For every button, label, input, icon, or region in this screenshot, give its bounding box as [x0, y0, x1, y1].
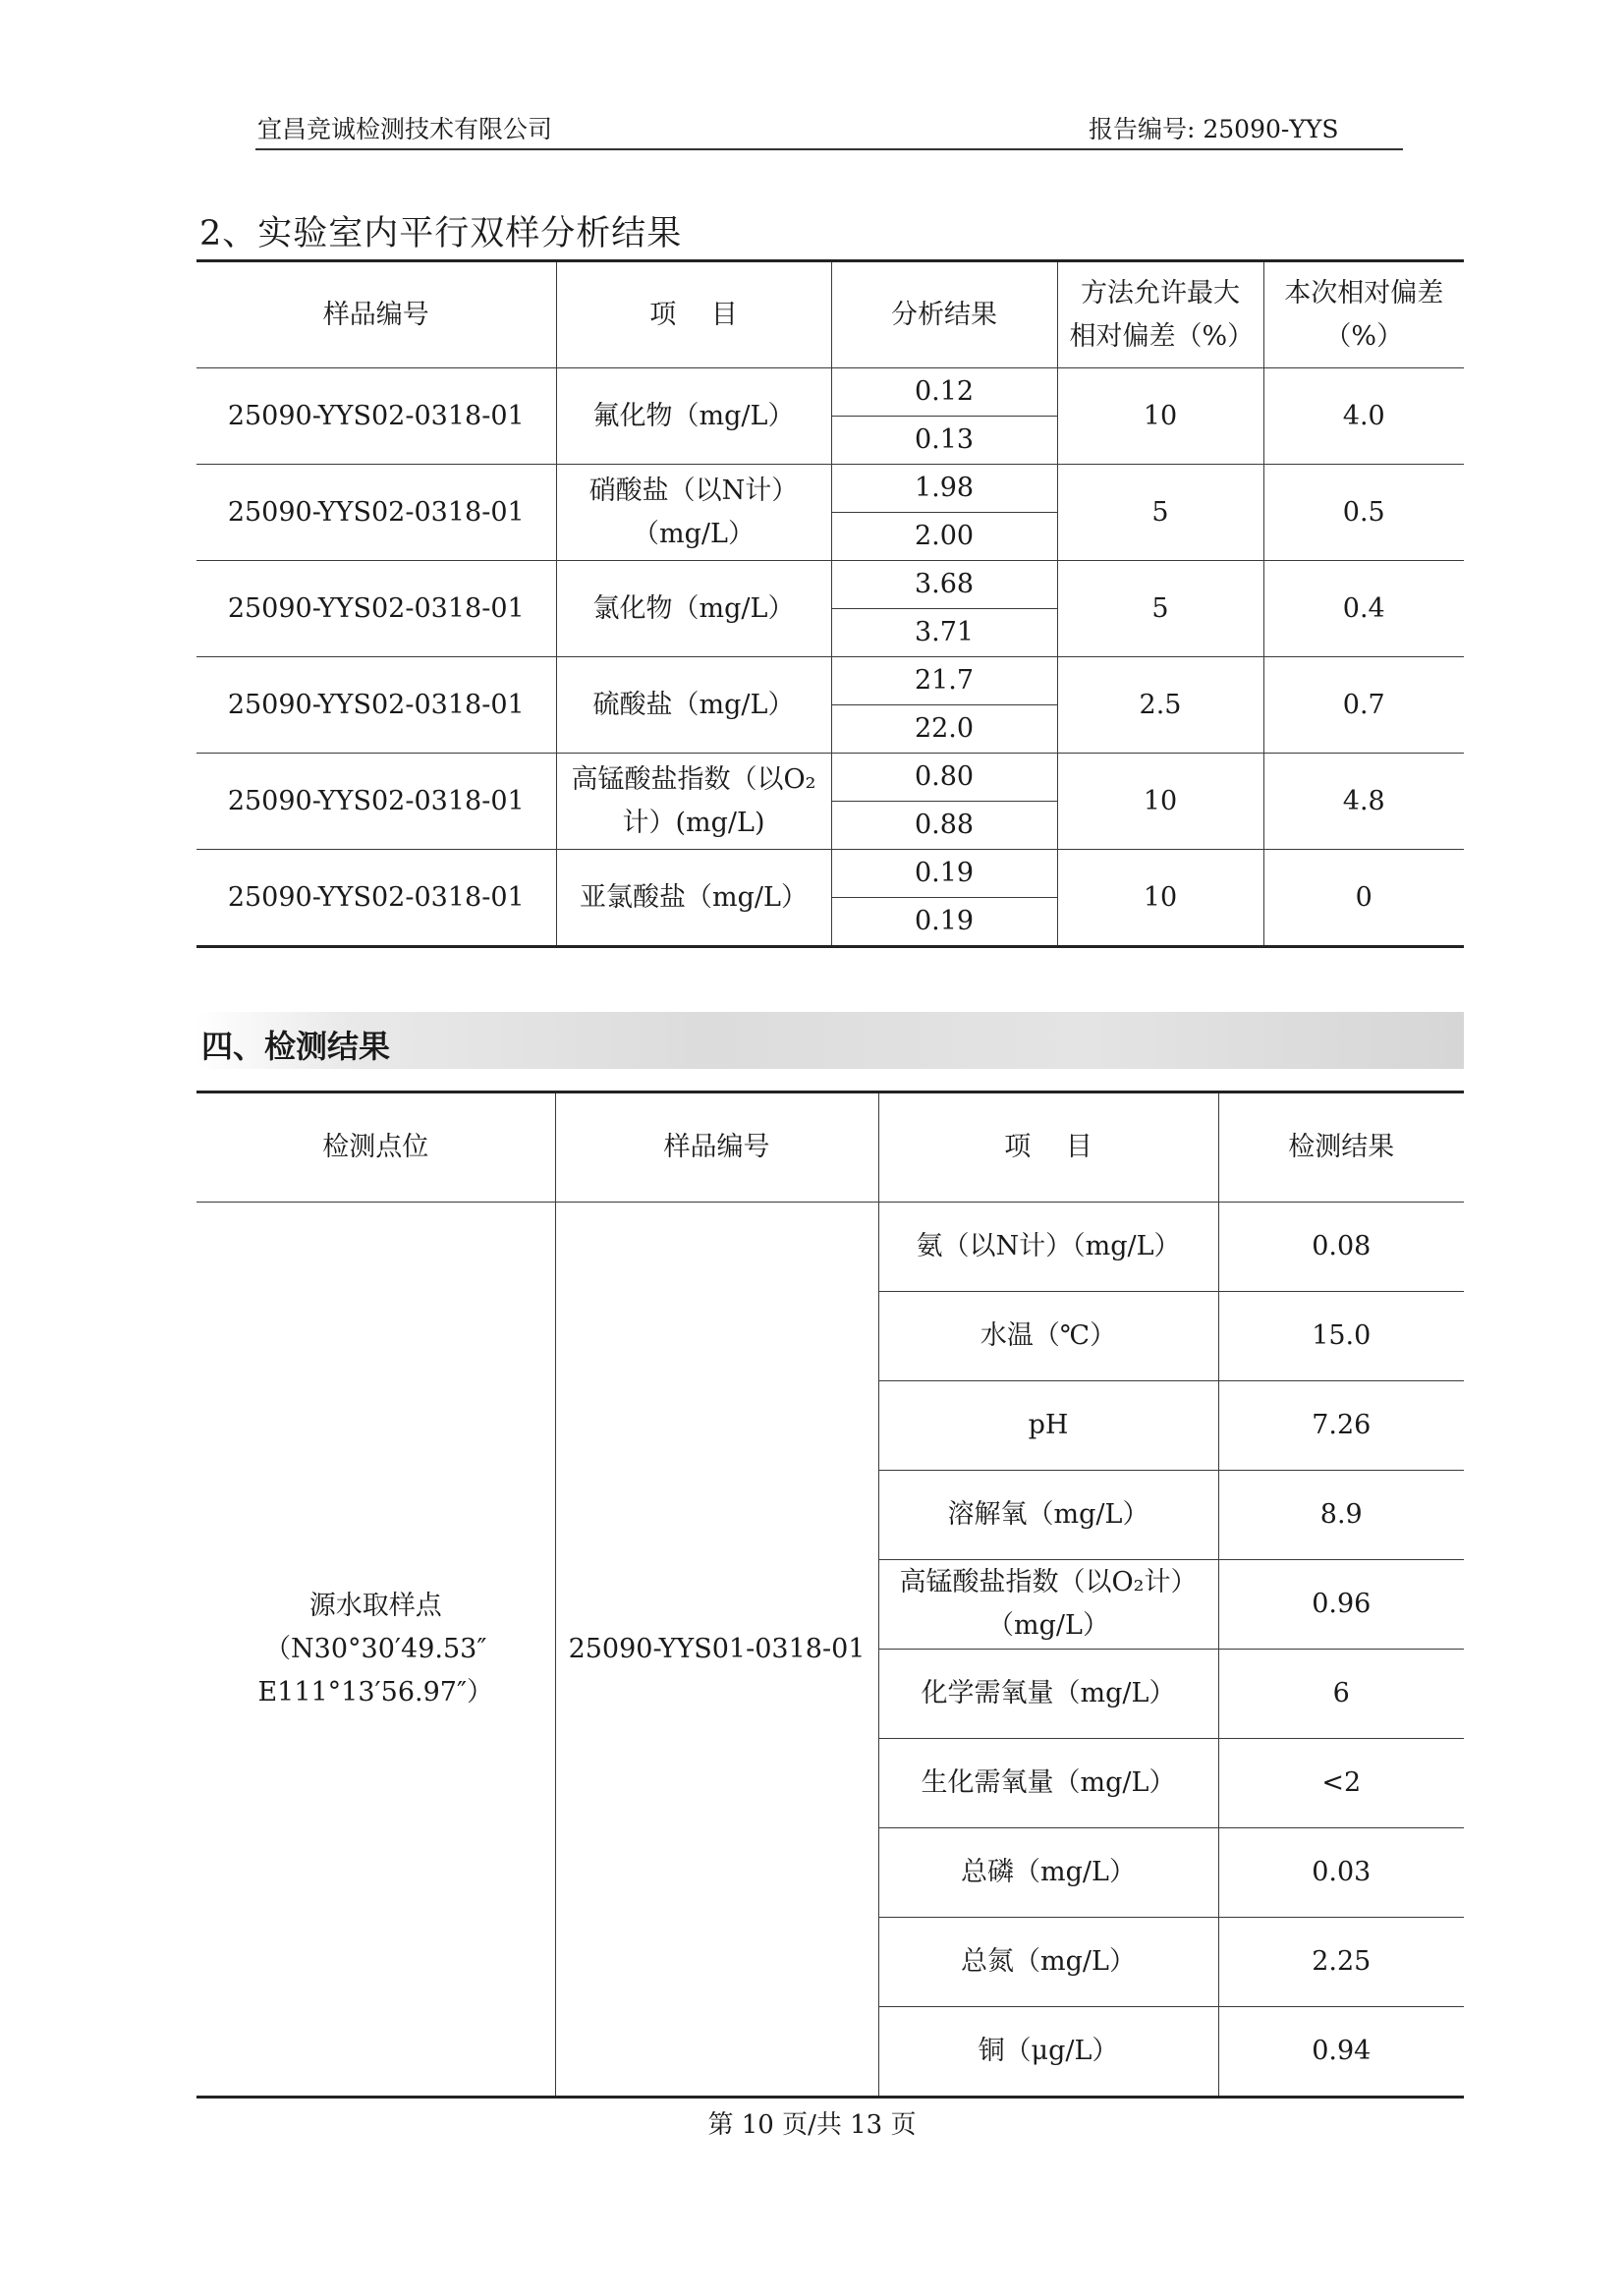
results-table [196, 1091, 1464, 2099]
page-number: 第 10 页/共 13 页 [707, 2110, 917, 2140]
table-row [196, 657, 1464, 705]
col-header: 检测结果 [1218, 1092, 1464, 1203]
result-cell: 0.13 [831, 417, 1057, 465]
table-row [196, 850, 1464, 898]
max-deviation-cell: 2.5 [1057, 657, 1263, 754]
item-cell: 氨（以N计）（mg/L） [878, 1203, 1218, 1292]
table-row [196, 754, 1464, 802]
deviation-cell: 0.5 [1263, 465, 1464, 561]
item-cell: 氟化物（mg/L） [556, 368, 831, 465]
item-cell: 高锰酸盐指数（以O₂计）（mg/L） [878, 1560, 1218, 1650]
item-cell: 生化需氧量（mg/L） [878, 1739, 1218, 1828]
deviation-cell: 0.7 [1263, 657, 1464, 754]
result-cell: 2.00 [831, 513, 1057, 561]
col-header: 检测点位 [196, 1092, 555, 1203]
result-cell: <2 [1218, 1739, 1464, 1828]
sample-id-cell: 25090-YYS02-0318-01 [196, 561, 556, 657]
sample-id-cell: 25090-YYS02-0318-01 [196, 850, 556, 947]
deviation-cell: 4.0 [1263, 368, 1464, 465]
max-deviation-cell: 5 [1057, 465, 1263, 561]
max-deviation-cell: 10 [1057, 754, 1263, 850]
result-cell: 3.68 [831, 561, 1057, 609]
item-cell: 高锰酸盐指数（以O₂计）(mg/L) [556, 754, 831, 850]
item-cell: pH [878, 1381, 1218, 1471]
table-row [196, 465, 1464, 513]
deviation-cell: 0.4 [1263, 561, 1464, 657]
item-cell: 总磷（mg/L） [878, 1828, 1218, 1918]
deviation-cell: 4.8 [1263, 754, 1464, 850]
item-cell: 亚氯酸盐（mg/L） [556, 850, 831, 947]
max-deviation-cell: 10 [1057, 850, 1263, 947]
sample-id-cell: 25090-YYS01-0318-01 [555, 1203, 878, 2098]
location-cell: 源水取样点（N30°30′49.53″ E111°13′56.97″） [196, 1203, 555, 2098]
result-cell: 0.12 [831, 368, 1057, 417]
result-cell: 0.88 [831, 802, 1057, 850]
table-row [196, 368, 1464, 417]
item-cell: 溶解氧（mg/L） [878, 1471, 1218, 1560]
result-cell: 0.94 [1218, 2007, 1464, 2098]
col-header: 样品编号 [196, 261, 556, 368]
table-row [196, 561, 1464, 609]
sample-id-cell: 25090-YYS02-0318-01 [196, 368, 556, 465]
col-header: 项 目 [878, 1092, 1218, 1203]
sample-id-cell: 25090-YYS02-0318-01 [196, 657, 556, 754]
item-cell: 硝酸盐（以N计）（mg/L） [556, 465, 831, 561]
section-title-parallel-samples: 2、实验室内平行双样分析结果 [199, 214, 683, 253]
result-cell: 3.71 [831, 609, 1057, 657]
result-cell: 7.26 [1218, 1381, 1464, 1471]
item-cell: 化学需氧量（mg/L） [878, 1650, 1218, 1739]
col-header: 样品编号 [555, 1092, 878, 1203]
item-cell: 水温（℃） [878, 1292, 1218, 1381]
company-name: 宜昌竞诚检测技术有限公司 [257, 115, 553, 143]
col-header: 本次相对偏差（%） [1263, 261, 1464, 368]
item-cell: 铜（μg/L） [878, 2007, 1218, 2098]
header-divider [255, 148, 1403, 150]
item-cell: 氯化物（mg/L） [556, 561, 831, 657]
col-header: 分析结果 [831, 261, 1057, 368]
result-cell: 22.0 [831, 705, 1057, 754]
result-cell: 2.25 [1218, 1918, 1464, 2007]
sample-id-cell: 25090-YYS02-0318-01 [196, 465, 556, 561]
result-cell: 0.96 [1218, 1560, 1464, 1650]
result-cell: 1.98 [831, 465, 1057, 513]
table-header-row [196, 1092, 1464, 1203]
col-header: 项 目 [556, 261, 831, 368]
result-cell: 6 [1218, 1650, 1464, 1739]
result-cell: 0.80 [831, 754, 1057, 802]
col-header: 方法允许最大相对偏差（%） [1057, 261, 1263, 368]
deviation-cell: 0 [1263, 850, 1464, 947]
table-row [196, 1203, 1464, 1292]
result-cell: 8.9 [1218, 1471, 1464, 1560]
item-cell: 硫酸盐（mg/L） [556, 657, 831, 754]
result-cell: 0.19 [831, 850, 1057, 898]
result-cell: 0.19 [831, 898, 1057, 947]
result-cell: 15.0 [1218, 1292, 1464, 1381]
section-title-results: 四、检测结果 [201, 1028, 391, 1065]
max-deviation-cell: 5 [1057, 561, 1263, 657]
parallel-samples-table [196, 259, 1464, 948]
result-cell: 0.08 [1218, 1203, 1464, 1292]
sample-id-cell: 25090-YYS02-0318-01 [196, 754, 556, 850]
result-cell: 21.7 [831, 657, 1057, 705]
report-number: 报告编号: 25090-YYS [1089, 115, 1339, 143]
item-cell: 总氮（mg/L） [878, 1918, 1218, 2007]
max-deviation-cell: 10 [1057, 368, 1263, 465]
table-header-row [196, 261, 1464, 368]
result-cell: 0.03 [1218, 1828, 1464, 1918]
